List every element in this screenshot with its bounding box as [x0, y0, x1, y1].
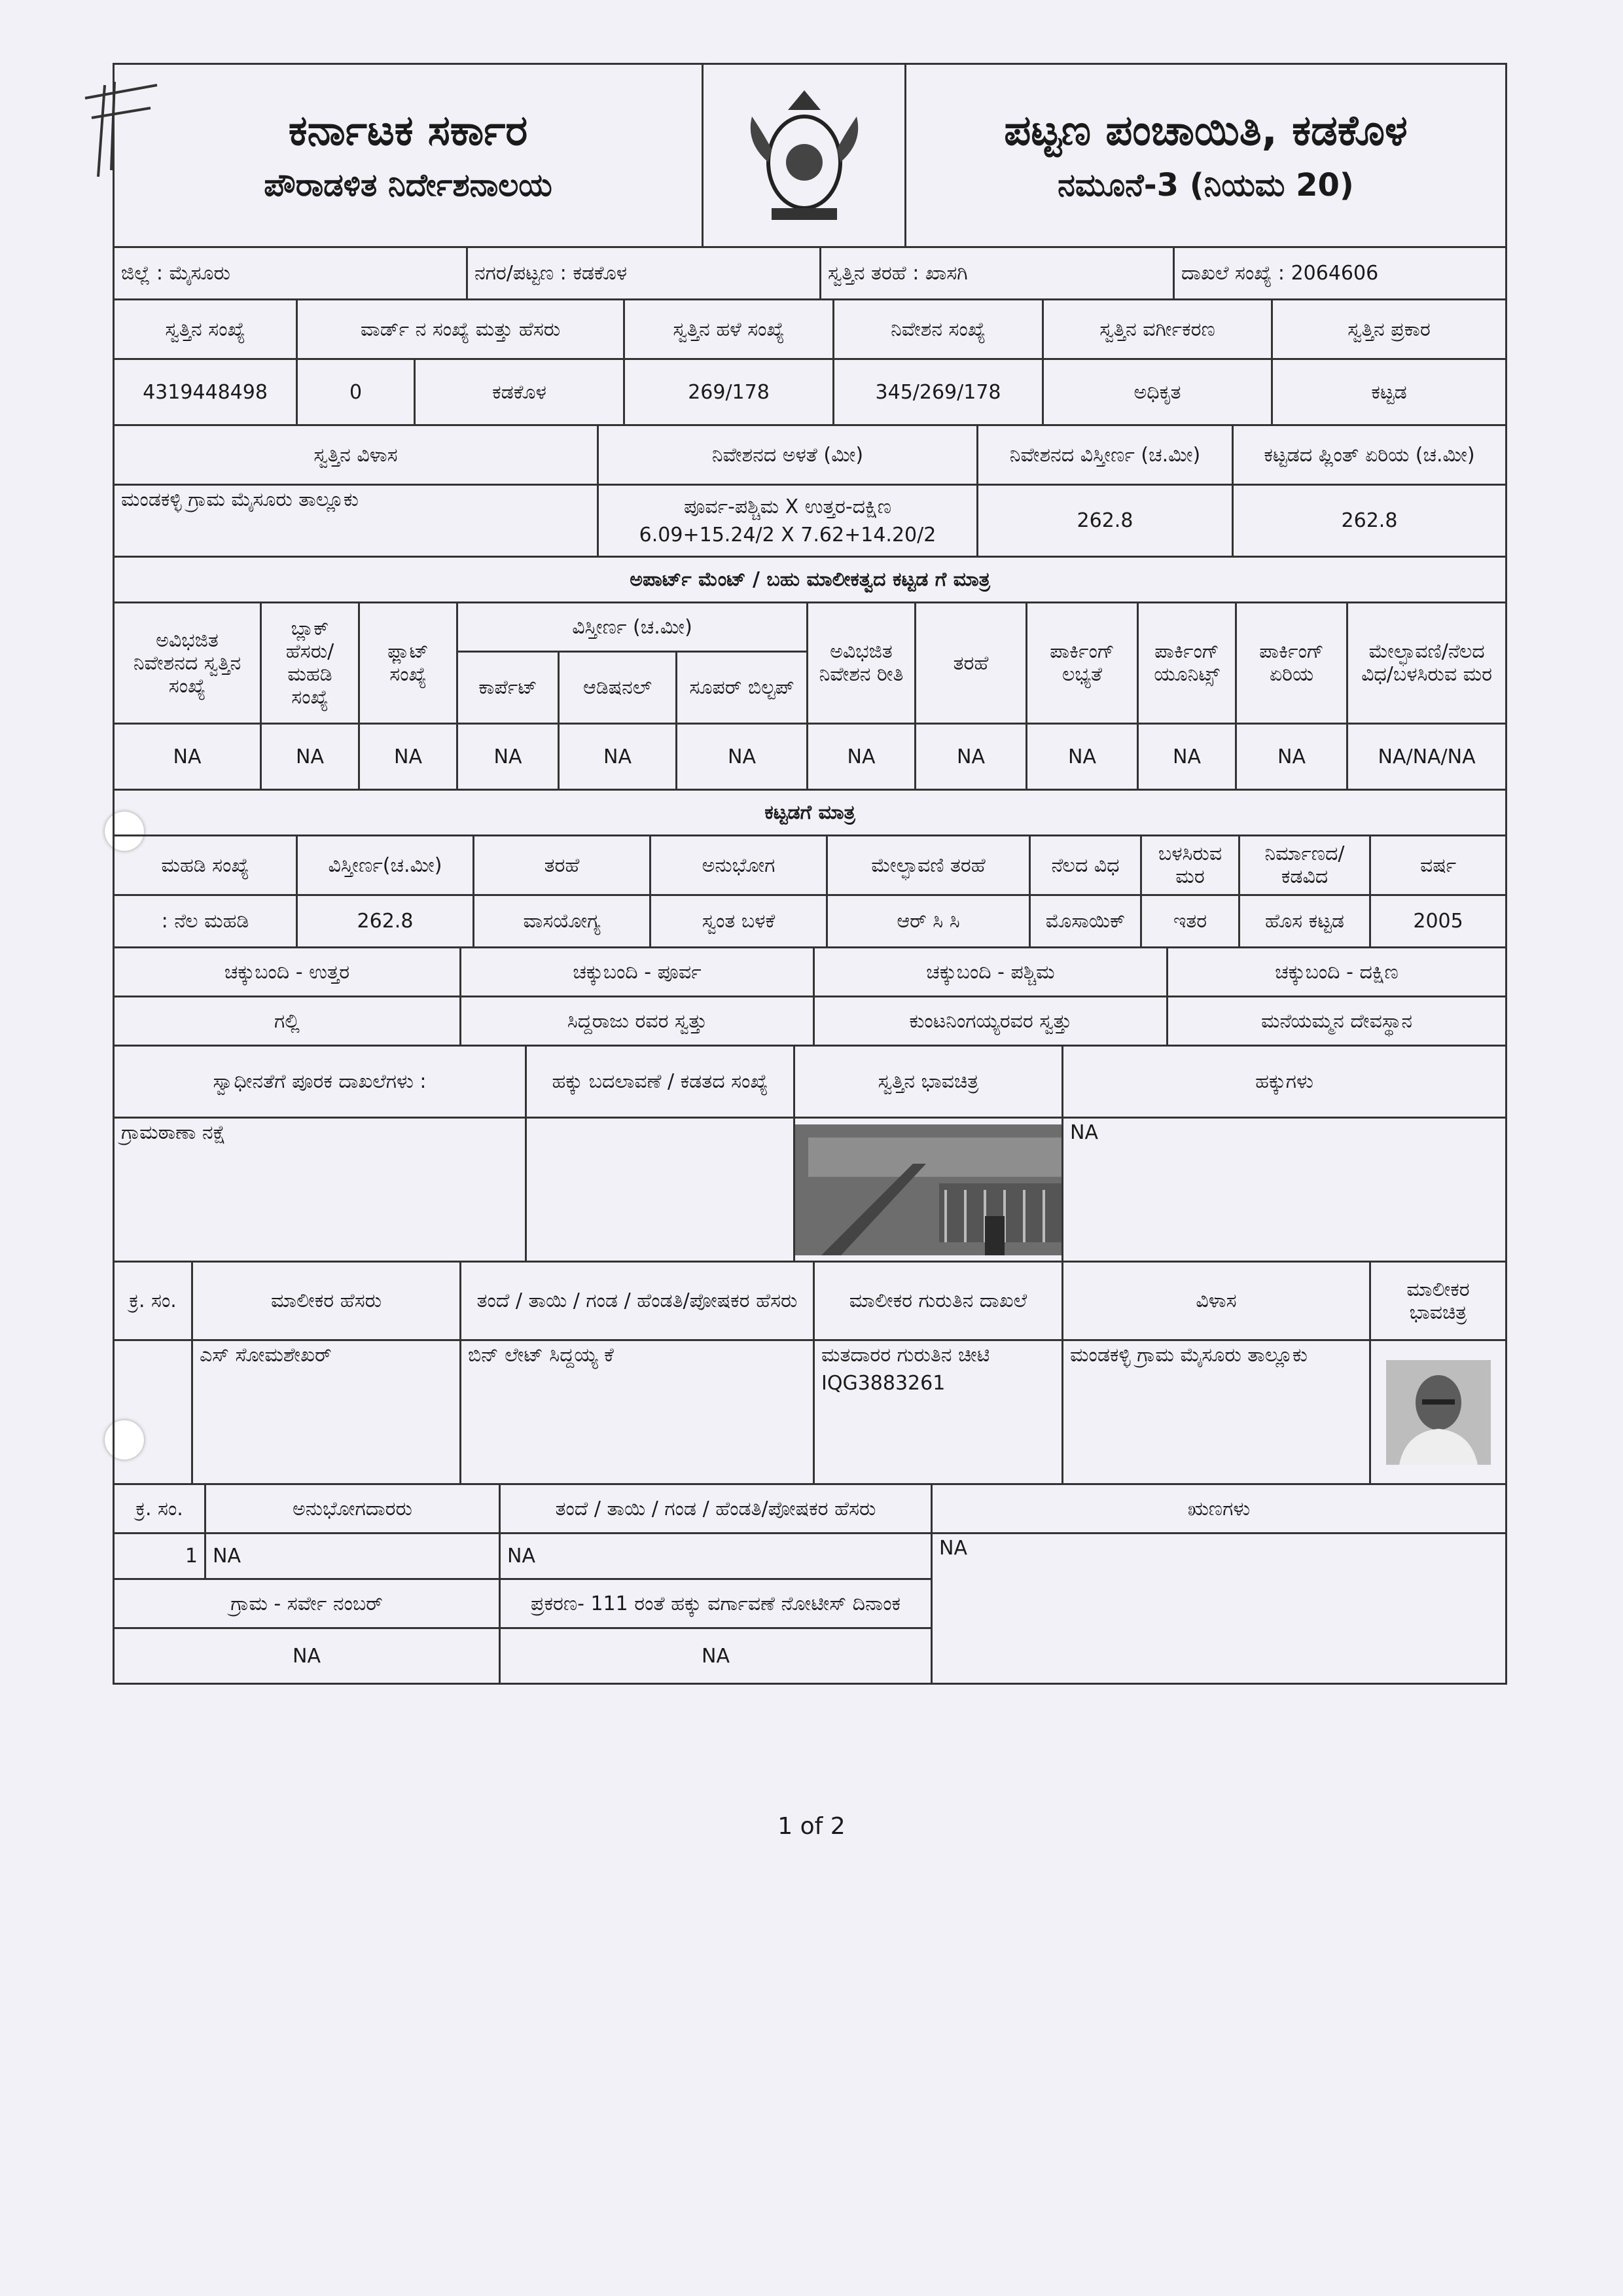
notice-header: ಪ್ರಕರಣ- 111 ರಂತೆ ಹಕ್ಕು ವರ್ಗಾವಣೆ ನೋಟೀಸ್ ದಿನಾಂಕ: [500, 1579, 932, 1628]
building-value: ಮೊಸಾಯಿಕ್: [1030, 895, 1141, 948]
building-table: [113, 789, 1507, 948]
panchayat-title-cell: [906, 64, 1507, 247]
building-photo-icon: [795, 1124, 1063, 1255]
owner-header-address: ವಿಳಾಸ: [1063, 1262, 1370, 1340]
occupant-name: NA: [205, 1534, 500, 1579]
occupant-header-sl: ಕ್ರ. ಸಂ.: [114, 1484, 205, 1534]
owner-photo-icon: [1386, 1360, 1491, 1465]
kind: ಕಟ್ಟಡ: [1272, 359, 1507, 425]
building-header: ಬಳಸಿರುವ ಮರ: [1141, 836, 1240, 895]
apartment-value: NA: [114, 724, 261, 790]
record-number: ದಾಖಲೆ ಸಂಖ್ಯೆ : 2064606: [1174, 247, 1507, 300]
karnataka-emblem-icon: [732, 84, 876, 228]
measure-cell: [598, 485, 978, 557]
panchayat-title: ಪಟ್ಟಣ ಪಂಚಾಯಿತಿ, ಕಡಕೊಳ: [1004, 107, 1408, 155]
survey-value: NA: [114, 1628, 500, 1684]
building-section-title: ಕಟ್ಟಡಗೆ ಮಾತ್ರ: [114, 790, 1507, 836]
apartment-value: NA: [808, 724, 916, 790]
town: ನಗರ/ಪಟ್ಟಣ : ಕಡಕೊಳ: [467, 247, 821, 300]
liabilities-value: NA: [932, 1534, 1507, 1684]
occupant-header-name: ಅನುಭೋಗದಾರರು: [205, 1484, 500, 1534]
header-area-group: ವಿಸ್ತೀರ್ಣ (ಚ.ಮೀ): [457, 603, 808, 652]
boundary-south: ಮನೆಯಮ್ಮನ ದೇವಸ್ಥಾನ: [1168, 997, 1507, 1046]
building-value: : ನೆಲ ಮಹಡಿ: [114, 895, 297, 948]
boundaries-table: [113, 946, 1507, 1047]
apartment-value: NA: [916, 724, 1027, 790]
apartment-value: NA: [1027, 724, 1138, 790]
property-type: ಸ್ವತ್ತಿನ ತರಹೆ : ಖಾಸಗಿ: [821, 247, 1174, 300]
directorate-title: ಪೌರಾಡಳಿತ ನಿರ್ದೇಶನಾಲಯ: [264, 167, 552, 204]
header-ward: ವಾರ್ಡ್ ನ ಸಂಖ್ಯೆ ಮತ್ತು ಹೆಸರು: [297, 300, 624, 359]
building-header: ವಿಸ್ತೀರ್ಣ(ಚ.ಮೀ): [297, 836, 474, 895]
govt-title-cell: [114, 64, 703, 247]
property-form: [113, 63, 1505, 1712]
owner-header-photo: ಮಾಲೀಕರ ಭಾವಚಿತ್ರ: [1370, 1262, 1507, 1340]
building-header: ನೆಲದ ವಿಧ: [1030, 836, 1141, 895]
building-value: ಇತರ: [1141, 895, 1240, 948]
header-carpet: ಕಾರ್ಪೆಟ್: [457, 652, 559, 724]
emblem-cell: [703, 64, 906, 247]
owner-id-doc: ಮತದಾರರ ಗುರುತಿನ ಚೀಟಿ: [821, 1344, 990, 1367]
owner-address: ಮಂಡಕಳ್ಳಿ ಗ್ರಾಮ ಮೈಸೂರು ತಾಲ್ಲೂಕು: [1063, 1340, 1370, 1484]
header-kind: ಸ್ವತ್ತಿನ ಪ್ರಕಾರ: [1272, 300, 1507, 359]
building-value: ಆರ್ ಸಿ ಸಿ: [827, 895, 1030, 948]
site-no: 345/269/178: [834, 359, 1043, 425]
header-measure: ನಿವೇಶನದ ಅಳತೆ (ಮೀ): [598, 425, 978, 485]
building-header: ತರಹೆ: [474, 836, 651, 895]
header-parking-area: ಪಾರ್ಕಿಂಗ್ ಏರಿಯ: [1236, 603, 1347, 724]
owner-header-id: ಮಾಲೀಕರ ಗುರುತಿನ ದಾಖಲೆ: [814, 1262, 1063, 1340]
boundary-west: ಕುಂಟನಿಂಗಯ್ಯರವರ ಸ್ವತ್ತು: [814, 997, 1168, 1046]
building-value: ವಾಸಯೋಗ್ಯ: [474, 895, 651, 948]
documents-table: [113, 1045, 1507, 1263]
survey-header: ಗ್ರಾಮ - ಸರ್ವೇ ನಂಬರ್: [114, 1579, 500, 1628]
header-rights: ಹಕ್ಕುಗಳು: [1063, 1046, 1507, 1118]
building-header: ಮೇಲ್ಛಾವಣಿ ತರಹೆ: [827, 836, 1030, 895]
building-header: ಅನುಭೋಗ: [651, 836, 827, 895]
supporting-doc-value: ಗ್ರಾಮಠಾಣಾ ನಕ್ಷೆ: [114, 1118, 526, 1262]
header-plinth-area: ಕಟ್ಟಡದ ಪ್ಲಿಂತ್ ಏರಿಯ (ಚ.ಮೀ): [1233, 425, 1507, 485]
header-old-no: ಸ್ವತ್ತಿನ ಹಳೆ ಸಂಖ್ಯೆ: [624, 300, 834, 359]
header-roof: ಮೇಲ್ಛಾವಣಿ/ನೆಲದ ವಿಧ/ಬಳಸಿರುವ ಮರ: [1347, 603, 1507, 724]
building-header: ಮಹಡಿ ಸಂಖ್ಯೆ: [114, 836, 297, 895]
apartment-value: NA: [457, 724, 559, 790]
header-address: ಸ್ವತ್ತಿನ ವಿಳಾಸ: [114, 425, 598, 485]
owner-sl: [114, 1340, 192, 1484]
govt-title: ಕರ್ನಾಟಕ ಸರ್ಕಾರ: [288, 107, 528, 155]
plinth-area: 262.8: [1233, 485, 1507, 557]
apartment-value: NA: [677, 724, 808, 790]
measure-directions: ಪೂರ್ವ-ಪಶ್ಚಿಮ X ಉತ್ತರ-ದಕ್ಷಿಣ: [684, 495, 891, 518]
header-site-no: ನಿವೇಶನ ಸಂಖ್ಯೆ: [834, 300, 1043, 359]
header-undivided-no: ಅವಿಭಜಿತ ನಿವೇಶನದ ಸ್ವತ್ತಿನ ಸಂಖ್ಯೆ: [114, 603, 261, 724]
old-no: 269/178: [624, 359, 834, 425]
boundary-east: ಸಿದ್ದರಾಜು ರವರ ಸ್ವತ್ತು: [461, 997, 814, 1046]
classification: ಅಧಿಕೃತ: [1043, 359, 1272, 425]
header-property-no: ಸ್ವತ್ತಿನ ಸಂಖ್ಯೆ: [114, 300, 297, 359]
apartment-value: NA/NA/NA: [1347, 724, 1507, 790]
district: ಜಿಲ್ಲೆ : ಮೈಸೂರು: [114, 247, 467, 300]
occupant-relation: NA: [500, 1534, 932, 1579]
notice-value: NA: [500, 1628, 932, 1684]
header-parking-units: ಪಾರ್ಕಿಂಗ್ ಯೂನಿಟ್ಸ್: [1138, 603, 1236, 724]
header-classification: ಸ್ವತ್ತಿನ ವರ್ಗೀಕರಣ: [1043, 300, 1272, 359]
owner-header-sl: ಕ್ರ. ಸಂ.: [114, 1262, 192, 1340]
apartment-value: NA: [559, 724, 677, 790]
header-supporting-docs: ಸ್ವಾಧೀನತೆಗೆ ಪೂರಕ ದಾಖಲೆಗಳು :: [114, 1046, 526, 1118]
ward-no: 0: [297, 359, 415, 425]
ward-name: ಕಡಕೊಳ: [415, 359, 624, 425]
boundary-header-south: ಚಕ್ಕುಬಂದಿ - ದಕ್ಷಿಣ: [1168, 948, 1507, 997]
header-additional: ಆಡಿಷನಲ್: [559, 652, 677, 724]
header-undivided-share: ಅವಿಭಜಿತ ನಿವೇಶನ ರೀತಿ: [808, 603, 916, 724]
form-number: ನಮೂನೆ-3 (ನಿಯಮ 20): [1058, 167, 1354, 204]
header-type: ತರಹೆ: [916, 603, 1027, 724]
info-row: [113, 246, 1507, 300]
apartment-value: NA: [359, 724, 457, 790]
header-superbuiltup: ಸೂಪರ್ ಬಿಲ್ಟಪ್: [677, 652, 808, 724]
boundary-north: ಗಲ್ಲಿ: [114, 997, 461, 1046]
owner-id-number: IQG3883261: [821, 1372, 946, 1395]
rights-file-value: [526, 1118, 794, 1262]
apartment-value: NA: [261, 724, 359, 790]
measure-values: 6.09+15.24/2 X 7.62+14.20/2: [639, 523, 936, 547]
owner-name: ಎಸ್ ಸೋಮಶೇಖರ್: [192, 1340, 461, 1484]
apartment-section-title: ಅಪಾರ್ಟ್ ಮೆಂಟ್ / ಬಹು ಮಾಲೀಕತ್ವದ ಕಟ್ಟಡ ಗೆ ಮಾತ್ರ: [114, 557, 1507, 603]
header-property-photo: ಸ್ವತ್ತಿನ ಭಾವಚಿತ್ರ: [794, 1046, 1063, 1118]
occupant-sl: 1: [114, 1534, 205, 1579]
property-no: 4319448498: [114, 359, 297, 425]
occupant-header-relation: ತಂದೆ / ತಾಯಿ / ಗಂಡ / ಹೆಂಡತಿ/ಪೋಷಕರ ಹೆಸರು: [500, 1484, 932, 1534]
apartment-value: NA: [1138, 724, 1236, 790]
building-value: 2005: [1370, 895, 1507, 948]
header-parking-avail: ಪಾರ್ಕಿಂಗ್ ಲಭ್ಯತೆ: [1027, 603, 1138, 724]
boundary-header-east: ಚಕ್ಕುಬಂದಿ - ಪೂರ್ವ: [461, 948, 814, 997]
building-value: ಸ್ವಂತ ಬಳಕೆ: [651, 895, 827, 948]
property-photo-cell: [794, 1118, 1063, 1262]
building-value: ಹೊಸ ಕಟ್ಟಡ: [1240, 895, 1370, 948]
owner-photo-cell: [1370, 1340, 1507, 1484]
occupants-table: [113, 1483, 1507, 1685]
boundary-header-north: ಚಕ್ಕುಬಂದಿ - ಉತ್ತರ: [114, 948, 461, 997]
liabilities-header: ಋಣಗಳು: [932, 1484, 1507, 1534]
header-flat: ಫ್ಲಾಟ್ ಸಂಖ್ಯೆ: [359, 603, 457, 724]
site-area: 262.8: [978, 485, 1233, 557]
header-site-area: ನಿವೇಶನದ ವಿಸ್ತೀರ್ಣ (ಚ.ಮೀ): [978, 425, 1233, 485]
building-value: 262.8: [297, 895, 474, 948]
address-table: [113, 424, 1507, 558]
header-rights-file: ಹಕ್ಕು ಬದಲಾವಣೆ / ಕಡತದ ಸಂಖ್ಯೆ: [526, 1046, 794, 1118]
owner-relation: ಬಿನ್ ಲೇಟ್ ಸಿದ್ದಯ್ಯ ಕೆ: [461, 1340, 814, 1484]
property-id-table: [113, 298, 1507, 426]
page-number: 1 of 2: [777, 1813, 846, 1840]
owners-table: [113, 1261, 1507, 1485]
boundary-header-west: ಚಕ್ಕುಬಂದಿ - ಪಶ್ಚಿಮ: [814, 948, 1168, 997]
building-header: ವರ್ಷ: [1370, 836, 1507, 895]
property-address: ಮಂಡಕಳ್ಳಿ ಗ್ರಾಮ ಮೈಸೂರು ತಾಲ್ಲೂಕು: [114, 485, 598, 557]
form-header: [113, 63, 1507, 248]
building-header: ನಿರ್ಮಾಣದ/ ಕಡವಿದ: [1240, 836, 1370, 895]
owner-id-cell: [814, 1340, 1063, 1484]
header-block: ಬ್ಲಾಕ್ ಹೆಸರು/ ಮಹಡಿ ಸಂಖ್ಯೆ: [261, 603, 359, 724]
rights-value: NA: [1063, 1118, 1507, 1262]
apartment-value: NA: [1236, 724, 1347, 790]
owner-header-name: ಮಾಲೀಕರ ಹೆಸರು: [192, 1262, 461, 1340]
apartment-table: [113, 556, 1507, 791]
owner-header-relation: ತಂದೆ / ತಾಯಿ / ಗಂಡ / ಹೆಂಡತಿ/ಪೋಷಕರ ಹೆಸರು: [461, 1262, 814, 1340]
